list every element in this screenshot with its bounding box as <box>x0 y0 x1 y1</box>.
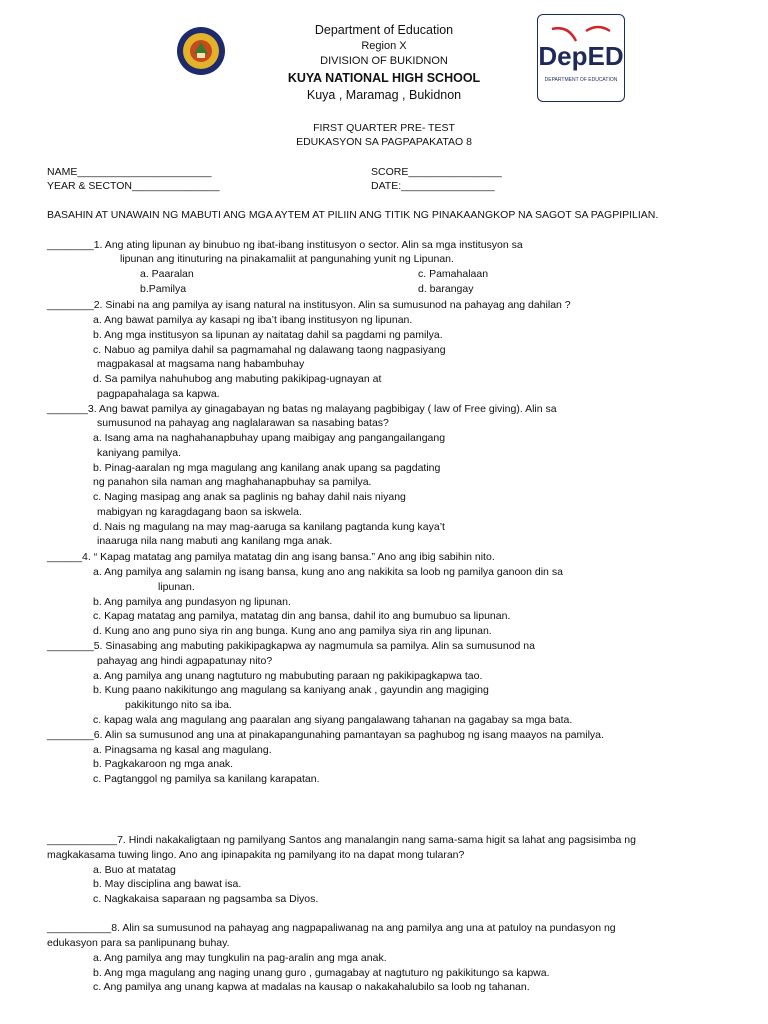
q3-choice-d[interactable]: d. Nais ng magulang na may mag-aaruga sa kanilang pagtanda kung kaya’t <box>93 521 445 533</box>
q5-choice-c[interactable]: c. kapag wala ang magulang ang paaralan ang siyang pangalawang tahanan na gagabay sa mga bata. <box>93 714 573 726</box>
q3-choice-c-cont: mabigyan ng karagdagang baon sa iskwela. <box>97 506 302 518</box>
q8-stem-cont: edukasyon para sa panlipunang buhay. <box>47 937 230 949</box>
title-line2: EDUKASYON SA PAGPAPAKATAO 8 <box>296 136 472 148</box>
q1-choice-c[interactable]: c. Pamahalaan <box>418 268 489 280</box>
q6-choice-a[interactable]: a. Pinagsama ng kasal ang magulang. <box>93 744 272 756</box>
deped-wordmark: DepED <box>538 41 624 71</box>
header-dept: Department of Education <box>314 23 454 37</box>
header-school: KUYA NATIONAL HIGH SCHOOL <box>287 71 481 85</box>
header-region: Region X <box>361 40 407 52</box>
name-field[interactable]: NAME_______________________ <box>47 166 212 178</box>
q6-choice-b[interactable]: b. Pagkakaroon ng mga anak. <box>93 758 234 770</box>
q2-stem: ________2. Sinabi na ang pamilya ay isang natural na institusyon. Alin sa sumusunod na pahayag ang dahilan ? <box>47 299 571 311</box>
q7-stem-cont: magkakasama tuwing lingo. Ano ang ipinapakita ng pamilyang ito na dapat mong tularan? <box>47 849 465 861</box>
q6-stem: ________6. Alin sa sumusunod ang una at pinakapangunahing pamantayan sa paghubog ng isang maayos na pamilya. <box>47 729 604 741</box>
q7-choice-b[interactable]: b. May disciplina ang bawat isa. <box>93 878 242 890</box>
q3-choice-a-cont: kaniyang pamilya. <box>97 447 182 459</box>
q3-choice-a[interactable]: a. Isang ama na naghahanapbuhay upang maibigay ang pangangailangang <box>93 432 446 444</box>
title-line1: FIRST QUARTER PRE- TEST <box>313 122 455 134</box>
q1-stem-cont: lipunan ang itinuturing na pinakamaliit at pangunahing yunit ng Lipunan. <box>120 253 454 265</box>
q4-stem: ______4. “ Kapag matatag ang pamilya matatag din ang isang bansa.” Ano ang ibig sabihin nito. <box>47 551 495 563</box>
header-address: Kuya , Maramag , Bukidnon <box>306 88 462 102</box>
q2-choice-d-cont: pagpapahalaga sa kapwa. <box>97 388 220 400</box>
q6-choice-c[interactable]: c. Pagtanggol ng pamilya sa kanilang karapatan. <box>93 773 320 785</box>
q5-stem: ________5. Sinasabing ang mabuting pakikipagkapwa ay nagmumula sa pamilya. Alin sa sumusunod na <box>47 640 535 652</box>
q7-choice-c[interactable]: c. Nagkakaisa saparaan ng pagsamba sa Diyos. <box>93 893 319 905</box>
deped-subtitle: DEPARTMENT OF EDUCATION <box>544 77 618 83</box>
q4-choice-c[interactable]: c. Kapag matatag ang pamilya, matatag din ang bansa, dahil ito ang bumubuo sa lipunan. <box>93 610 511 622</box>
q2-choice-d[interactable]: d. Sa pamilya nahuhubog ang mabuting pakikipag-ugnayan at <box>93 373 382 385</box>
q4-choice-d[interactable]: d. Kung ano ang puno siya rin ang bunga. Kung ano ang pamilya siya rin ang lipunan. <box>93 625 492 637</box>
q8-choice-c[interactable]: c. Ang pamilya ang unang kapwa at madalas na kausap o nakakahalubilo sa loob ng tahanan. <box>93 981 530 993</box>
q1-choice-b[interactable]: b.Pamilya <box>140 283 187 295</box>
instructions: BASAHIN AT UNAWAIN NG MABUTI ANG MGA AYTEM AT PILIIN ANG TITIK NG PINAKAANGKOP NA SAGOT SA PAGPIPILIAN. <box>47 209 659 221</box>
q3-choice-b-cont: ng panahon sila naman ang maghahanapbuhay sa pamilya. <box>93 476 372 488</box>
score-field[interactable]: SCORE________________ <box>371 166 502 178</box>
q1-choice-d[interactable]: d. barangay <box>418 283 474 295</box>
q4-choice-a[interactable]: a. Ang pamilya ang salamin ng isang bansa, kung ano ang nakikita sa loob ng pamilya ganoon din sa <box>93 566 563 578</box>
q2-choice-b[interactable]: b. Ang mga institusyon sa lipunan ay naitatag dahil sa pagdami ng pamilya. <box>93 329 443 341</box>
q5-choice-b[interactable]: b. Kung paano nakikitungo ang magulang sa kaniyang anak , gayundin ang magiging <box>93 684 489 696</box>
q7-stem: ____________7. Hindi nakakaligtaan ng pamilyang Santos ang manalangin nang sama-sama higit sa lahat ang pagsisimba ng <box>47 834 636 846</box>
q2-choice-a[interactable]: a. Ang bawat pamilya ay kasapi ng iba’t ibang institusyon ng lipunan. <box>93 314 413 326</box>
q1-choice-a[interactable]: a. Paaralan <box>140 268 194 280</box>
q3-stem-cont: sumusunod na pahayag ang naglalarawan sa nasabing batas? <box>97 417 389 429</box>
q5-choice-b-cont: pakikitungo nito sa iba. <box>125 699 232 711</box>
q8-stem: ___________8. Alin sa sumusunod na pahayag ang nagpapaliwanag na ang pamilya ang una at patuloy na pundasyon ng <box>47 922 616 934</box>
header-division: DIVISION OF BUKIDNON <box>320 55 448 67</box>
q8-choice-a[interactable]: a. Ang pamilya ang may tungkulin na pag-aralin ang mga anak. <box>93 952 387 964</box>
q4-choice-a-cont: lipunan. <box>158 581 195 593</box>
year-section-field[interactable]: YEAR & SECTON_______________ <box>47 180 220 192</box>
q7-choice-a[interactable]: a. Buo at matatag <box>93 864 176 876</box>
q1-stem: ________1. Ang ating lipunan ay binubuo ng ibat-ibang institusyon o sector. Alin sa mga institusyon sa <box>47 239 523 251</box>
q4-choice-b[interactable]: b. Ang pamilya ang pundasyon ng lipunan. <box>93 596 291 608</box>
q2-choice-c-cont: magpakasal at magsama nang habambuhay <box>97 358 305 370</box>
q3-choice-c[interactable]: c. Naging masipag ang anak sa paglinis ng bahay dahil nais niyang <box>93 491 406 503</box>
q3-choice-d-cont: inaaruga nila nang mabuti ang kanilang mga anak. <box>97 535 333 547</box>
q3-stem: _______3. Ang bawat pamilya ay ginagabayan ng batas ng malayang pagbibigay ( law of Free giving). Alin sa <box>47 403 557 415</box>
q2-choice-c[interactable]: c. Nabuo ag pamilya dahil sa pagmamahal ng dalawang taong nagpasiyang <box>93 344 446 356</box>
q5-choice-a[interactable]: a. Ang pamilya ang unang nagtuturo ng mabubuting paraan ng pakikipagkapwa tao. <box>93 670 483 682</box>
q5-stem-cont: pahayag ang hindi agpapatunay nito? <box>97 655 273 667</box>
q8-choice-b[interactable]: b. Ang mga magulang ang naging unang guro , gumagabay at nagtuturo ng pakikitungo sa kapwa. <box>93 967 550 979</box>
date-field[interactable]: DATE:________________ <box>371 180 495 192</box>
q3-choice-b[interactable]: b. Pinag-aaralan ng mga magulang ang kanilang anak upang sa pagdating <box>93 462 441 474</box>
